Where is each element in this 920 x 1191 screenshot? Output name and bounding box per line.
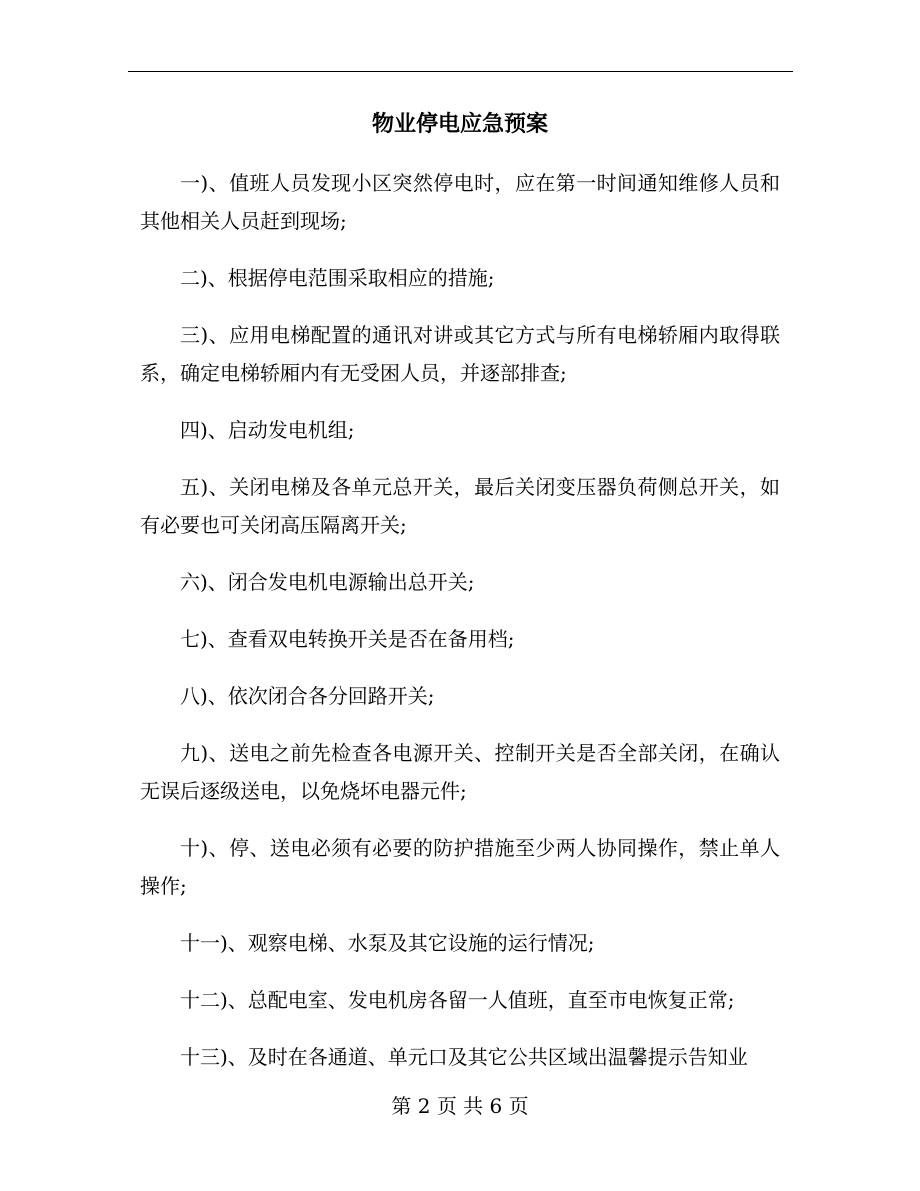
paragraph-8: 八)、依次闭合各分回路开关; (180, 684, 435, 708)
paragraph-1: 一)、值班人员发现小区突然停电时，应在第一时间通知维修人员和其他相关人员赶到现场; (140, 171, 780, 233)
paragraph-6: 六)、闭合发电机电源输出总开关; (180, 570, 475, 594)
paragraph-2: 二)、根据停电范围采取相应的措施; (180, 266, 495, 290)
paragraph-13: 十三)、及时在各通道、单元口及其它公共区域出温馨提示告知业 (180, 1045, 748, 1069)
paragraph-3: 三)、应用电梯配置的通讯对讲或其它方式与所有电梯轿厢内取得联系，确定电梯轿厢内有无受困人员，并逐部排查; (140, 323, 780, 385)
page-indicator: 第 2 页 共 6 页 (391, 1094, 529, 1118)
paragraph-9: 九)、送电之前先检查各电源开关、控制开关是否全部关闭，在确认无误后逐级送电，以免烧坏电器元件; (140, 741, 780, 803)
paragraph-10: 十)、停、送电必须有必要的防护措施至少两人协同操作，禁止单人操作; (140, 836, 780, 898)
paragraph-11: 十一)、观察电梯、水泵及其它设施的运行情况; (180, 931, 595, 955)
paragraph-4: 四)、启动发电机组; (180, 418, 355, 442)
document-body (140, 164, 780, 1095)
header-divider (128, 71, 793, 72)
document-title: 物业停电应急预案 (371, 112, 548, 137)
paragraph-7: 七)、查看双电转换开关是否在备用档; (180, 627, 515, 651)
paragraph-12: 十二)、总配电室、发电机房各留一人值班，直至市电恢复正常; (180, 988, 735, 1012)
paragraph-5: 五)、关闭电梯及各单元总开关，最后关闭变压器负荷侧总开关，如有必要也可关闭高压隔离开关; (140, 475, 780, 537)
